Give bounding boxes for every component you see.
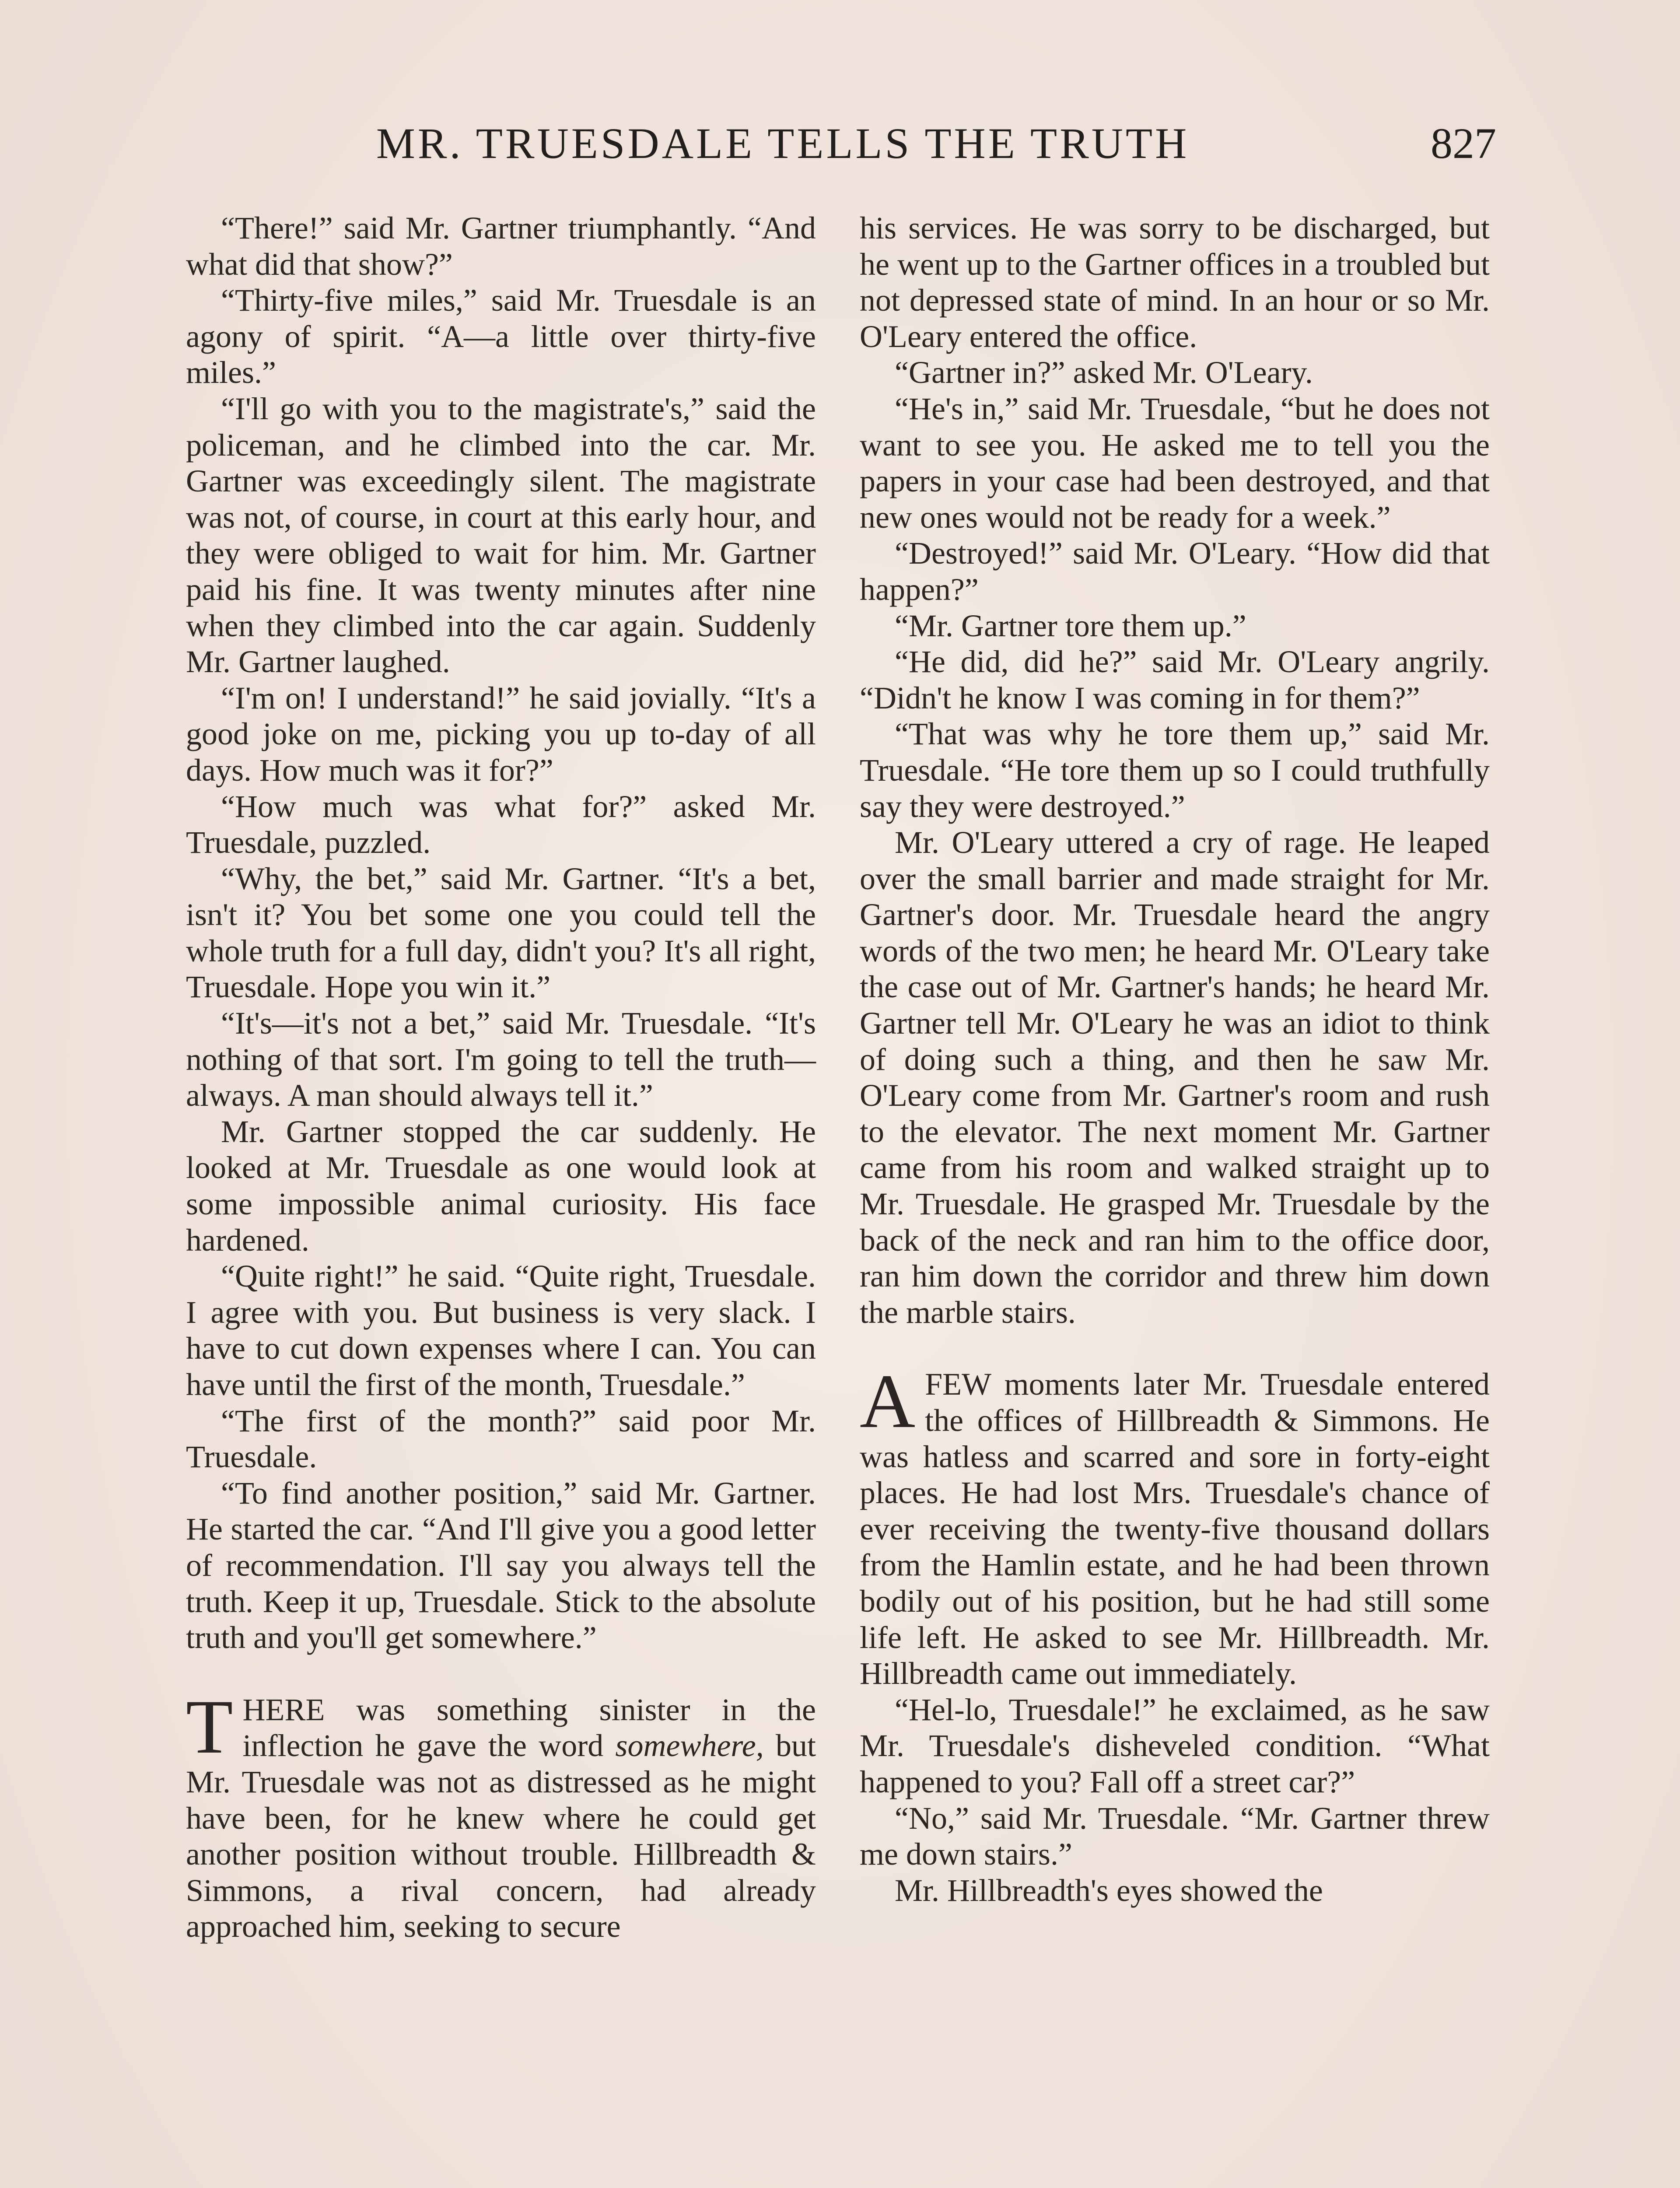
paragraph: Mr. Hillbreadth's eyes showed the	[895, 1872, 1323, 1908]
section-paragraph	[860, 1359, 1490, 1691]
section-paragraph	[186, 1684, 816, 1945]
paragraph: “The first of the month?” said poor Mr. Truesdale.	[186, 1403, 816, 1475]
paragraph: “Thirty-five miles,” said Mr. Truesdale is an agony of spirit. “A—a little over thirty-five miles.”	[186, 283, 816, 390]
paragraph: Mr. Gartner stopped the car suddenly. He looked at Mr. Truesdale as one would look at some impossible animal curiosity. His face hardened.	[186, 1114, 816, 1258]
paragraph: “To find another position,” said Mr. Gartner. He started the car. “And I'll give you a good letter of recommendation. I'll say you always tell the truth. Keep it up, Truesdale. Stick to the absolute truth and you'll get somewhere.”	[186, 1475, 816, 1655]
paragraph: “Gartner in?” asked Mr. O'Leary.	[895, 355, 1313, 390]
paragraph: “No,” said Mr. Truesdale. “Mr. Gartner threw me down stairs.”	[860, 1800, 1490, 1872]
paragraph: “It's—it's not a bet,” said Mr. Truesdale. “It's nothing of that sort. I'm going to tell the truth—always. A man should always tell it.”	[186, 1006, 816, 1113]
paragraph: Mr. O'Leary uttered a cry of rage. He leaped over the small barrier and made straight for Mr. Gartner's door. Mr. Truesdale heard the angry words of the two men; he heard Mr. O'Leary take the case out of Mr. Gartner's hands; he heard Mr. Gartner tell Mr. O'Leary he was an idiot to think of doing such a thing, and then he saw Mr. O'Leary come from Mr. Gartner's room and rush to the elevator. The next moment Mr. Gartner came from his room and walked straight up to Mr. Truesdale. He grasped Mr. Truesdale by the back of the neck and ran him to the office door, ran him down the corridor and threw him down the marble stairs.	[860, 825, 1490, 1330]
left-column	[186, 210, 816, 1945]
paragraph: “He did, did he?” said Mr. O'Leary angrily. “Didn't he know I was coming in for them?”	[860, 644, 1490, 715]
paragraph: “That was why he tore them up,” said Mr. Truesdale. “He tore them up so I could truthfully say they were destroyed.”	[860, 716, 1490, 824]
paragraph: “I'll go with you to the magistrate's,” said the policeman, and he climbed into the car. Mr. Gartner was exceedingly silent. The magistrate was not, of course, in court at this early hour, and they were obliged to wait for him. Mr. Gartner paid his fine. It was twenty minutes after nine when they climbed into the car again. Suddenly Mr. Gartner laughed.	[186, 391, 816, 680]
emphasis-word: somewhere,	[615, 1728, 764, 1764]
paragraph: “Mr. Gartner tore them up.”	[895, 608, 1246, 643]
section-text: FEW moments later Mr. Truesdale entered the offices of Hillbreadth & Simmons. He was hatless and scarred and sore in forty-eight places. He had lost Mrs. Truesdale's chance of ever receiving the twenty-five thousand dollars from the Hamlin estate, and he had been thrown bodily out of his position, but he had still some life left. He asked to see Mr. Hillbreadth. Mr. Hillbreadth came out immediately.	[860, 1367, 1490, 1691]
paragraph: “I'm on! I understand!” he said jovially. “It's a good joke on me, picking you up to-day of all days. How much was it for?”	[186, 680, 816, 788]
drop-cap: A	[860, 1359, 916, 1445]
paragraph: “Why, the bet,” said Mr. Gartner. “It's a bet, isn't it? You bet some one you could tell the whole truth for a full day, didn't you? It's all right, Truesdale. Hope you win it.”	[186, 861, 816, 1005]
paragraph: “Quite right!” he said. “Quite right, Truesdale. I agree with you. But business is very slack. I have to cut down expenses where I can. You can have until the first of the month, Truesdale.”	[186, 1259, 816, 1402]
page-header	[184, 118, 1496, 175]
running-title: MR. TRUESDALE TELLS THE TRUTH	[376, 119, 1190, 168]
section-text-continued: but Mr. Truesdale was not as distressed as he might have been, for he knew where he could get another position without trouble. Hillbreadth & Simmons, a rival concern, had already approached him, seeking to secure	[186, 1728, 816, 1944]
drop-cap: T	[186, 1684, 233, 1770]
paragraph: “He's in,” said Mr. Truesdale, “but he does not want to see you. He asked me to tell you the papers in your case had been destroyed, and that new ones would not be ready for a week.”	[860, 391, 1490, 535]
paragraph: his services. He was sorry to be discharged, but he went up to the Gartner offices in a troubled but not depressed state of mind. In an hour or so Mr. O'Leary entered the office.	[860, 210, 1490, 354]
paragraph: “There!” said Mr. Gartner triumphantly. “And what did that show?”	[186, 210, 816, 282]
right-column	[860, 210, 1490, 1908]
paragraph: “Hel-lo, Truesdale!” he exclaimed, as he saw Mr. Truesdale's disheveled condition. “What happened to you? Fall off a street car?”	[860, 1692, 1490, 1799]
section-text: HERE was something sinister in the inflection he gave the word	[242, 1692, 816, 1764]
page-number: 827	[1431, 119, 1496, 168]
paragraph: “How much was what for?” asked Mr. Truesdale, puzzled.	[186, 789, 816, 860]
paragraph: “Destroyed!” said Mr. O'Leary. “How did that happen?”	[860, 536, 1490, 607]
